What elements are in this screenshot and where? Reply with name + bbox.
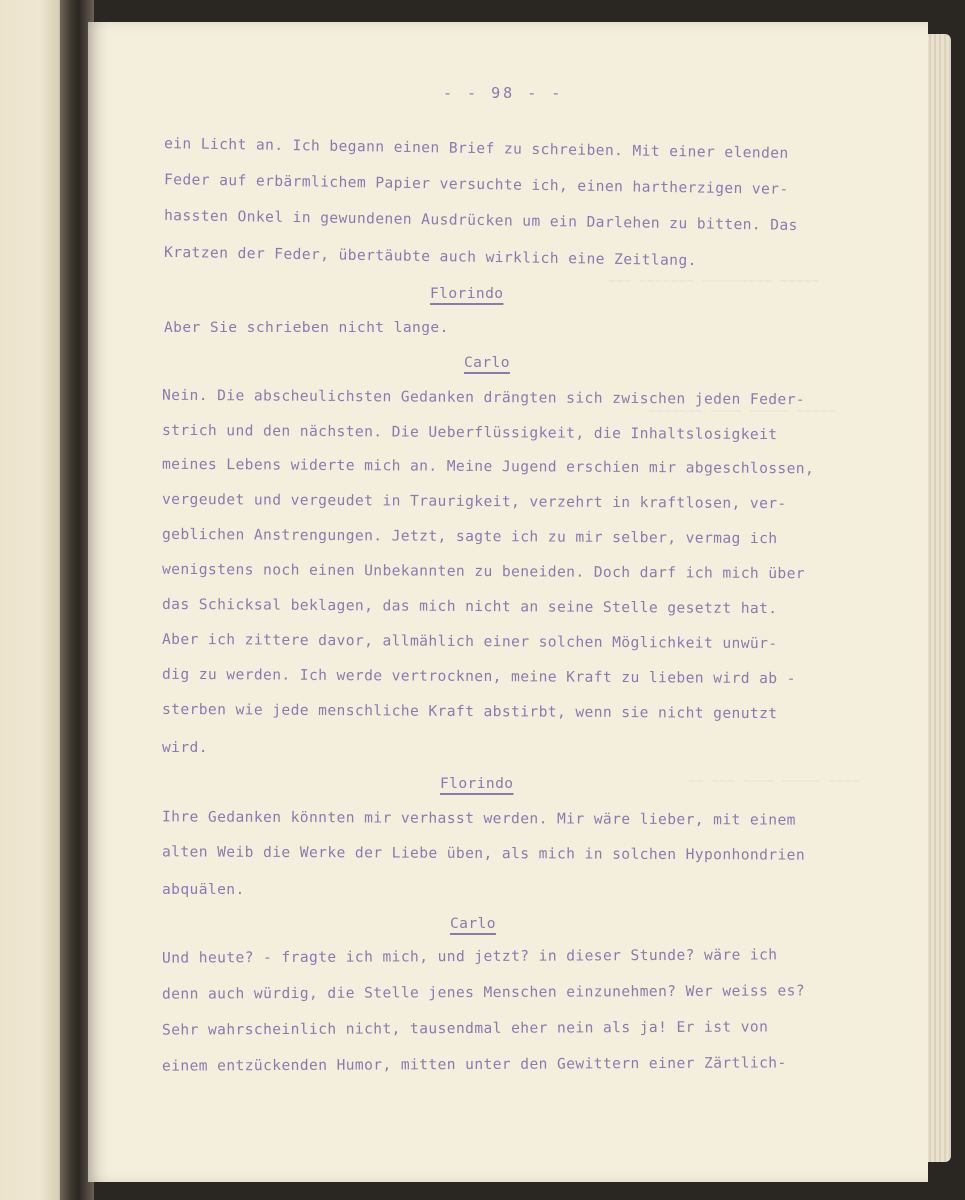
text-line: meines Lebens widerte mich an. Meine Jugend erschien mir abgeschlossen, xyxy=(161,455,815,478)
text-line: strich und den nächsten. Die Ueberflüssigkeit, die Inhaltslosigkeit xyxy=(161,421,778,444)
text-line: sterben wie jede menschliche Kraft abstirbt, wenn sie nicht genutzt xyxy=(161,700,778,723)
text-line: das Schicksal beklagen, das mich nicht an seine Stelle gesetzt hat. xyxy=(161,595,778,618)
text-line: Feder auf erbärmlichem Papier versuchte ich, einen hartherzigen ver- xyxy=(163,171,789,198)
page-number: - - 98 - - xyxy=(443,84,564,102)
text-line: Und heute? - fragte ich mich, und jetzt? in dieser Stunde? wäre ich xyxy=(161,946,778,967)
text-line: hassten Onkel in gewundenen Ausdrücken um ein Darlehen zu bitten. Das xyxy=(163,207,798,234)
bleed-through-text: ~~~~~~~ ~~~~ ~~~~~ ~~~~~ xyxy=(648,404,836,419)
bleed-through-text: ~~ ~~~ ~~~~ ~~~~~ ~~~~ xyxy=(688,774,861,789)
text-line: alten Weib die Werke der Liebe üben, als mich in solchen Hyponhondrien xyxy=(161,843,806,864)
bleed-through-text: ~~~ ~~~~~~~ ~~~~~~~~~ ~~~~~ xyxy=(608,274,820,289)
text-line: wird. xyxy=(162,739,208,756)
text-line: abquälen. xyxy=(162,881,245,898)
text-line: geblichen Anstrengungen. Jetzt, sagte ich zu mir selber, vermag ich xyxy=(161,525,778,548)
text-line: dig zu werden. Ich werde vertrocknen, meine Kraft zu lieben wird ab - xyxy=(161,665,796,688)
text-line: Aber Sie schrieben nicht lange. xyxy=(164,319,449,336)
text-line: wenigstens noch einen Unbekannten zu beneiden. Doch darf ich mich über xyxy=(161,560,806,583)
typed-page xyxy=(88,22,928,1182)
speaker-name: Florindo xyxy=(430,285,504,302)
text-line: Aber ich zittere davor, allmählich einer solchen Möglichkeit unwür- xyxy=(161,630,778,653)
text-line: einem entzückenden Humor, mitten unter den Gewittern einer Zärtlich- xyxy=(161,1054,787,1075)
speaker-name: Carlo xyxy=(450,915,496,932)
text-line: vergeudet und vergeudet in Traurigkeit, verzehrt in kraftlosen, ver- xyxy=(161,490,787,513)
text-line: denn auch würdig, die Stelle jenes Menschen einzunehmen? Wer weiss es? xyxy=(161,982,806,1003)
text-line: Ihre Gedanken könnten mir verhasst werden. Mir wäre lieber, mit einem xyxy=(161,808,796,829)
left-page-edge xyxy=(0,0,66,1200)
text-line: Nein. Die abscheulichsten Gedanken drängten sich zwischen jeden Feder- xyxy=(161,386,806,409)
speaker-name: Carlo xyxy=(464,354,510,371)
text-line: Sehr wahrscheinlich nicht, tausendmal eher nein als ja! Er ist von xyxy=(161,1018,769,1039)
speaker-name: Florindo xyxy=(440,775,514,792)
text-line: ein Licht an. Ich begann einen Brief zu schreiben. Mit einer elenden xyxy=(163,135,789,162)
text-line: Kratzen der Feder, übertäubte auch wirklich eine Zeitlang. xyxy=(163,243,697,270)
